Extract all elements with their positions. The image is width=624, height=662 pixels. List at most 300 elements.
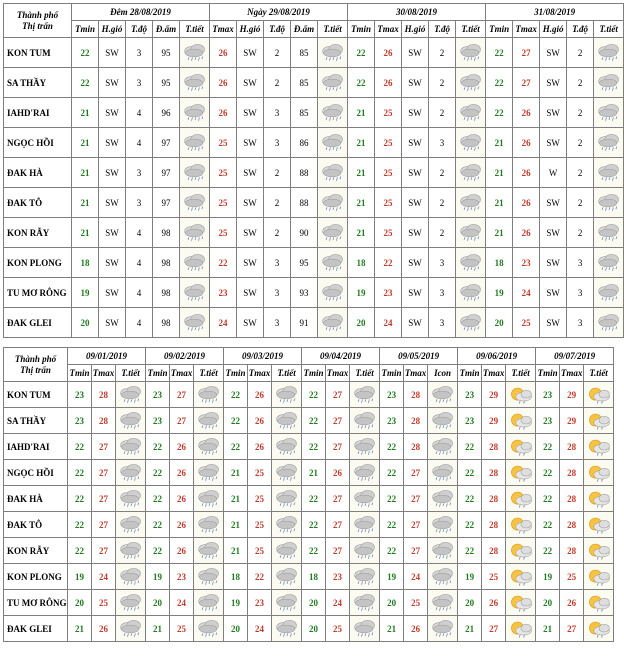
rain-cloud-icon [430,411,456,431]
tmin-value: 22 [146,434,170,460]
tmax-value: 26 [513,158,540,188]
sun-cloud-icon [586,515,612,535]
weather-icon [350,590,380,616]
tmin-value: 22 [536,486,560,512]
tmin-value: 22 [536,512,560,538]
value-cell: 2 [264,68,291,98]
sun-cloud-icon [586,541,612,561]
tmin-value: 19 [68,564,92,590]
tmax-value: 28 [482,538,506,564]
sun-cloud-icon [586,489,612,509]
value-cell: SW [99,308,126,338]
forecast-table-short-range [3,3,624,338]
value-cell: 3 [264,308,291,338]
tmax-value: 26 [513,218,540,248]
rain-cloud-icon [430,593,456,613]
header-columns [4,21,624,38]
weather-icon [318,218,348,248]
rain-cloud-icon [320,313,346,333]
weather-icon [456,68,486,98]
value-cell: SW [99,38,126,68]
column-header: Tmax [248,365,272,382]
table-row [4,188,624,218]
sun-cloud-icon [508,619,534,639]
rain-cloud-icon [596,283,622,303]
table-row [4,248,624,278]
value-cell: 4 [126,278,153,308]
tmax-value: 25 [513,308,540,338]
rain-cloud-icon [352,385,378,405]
column-header: Tmin [348,21,375,38]
rain-cloud-icon [118,489,144,509]
rain-cloud-icon [196,541,222,561]
tmax-value: 24 [326,590,350,616]
weather-icon [272,538,302,564]
rain-cloud-icon [274,515,300,535]
value-cell: SW [237,188,264,218]
rain-cloud-icon [596,163,622,183]
weather-icon [116,538,146,564]
rain-cloud-icon [118,385,144,405]
tmax-value: 28 [560,460,584,486]
tmin-value: 22 [458,434,482,460]
weather-icon [428,512,458,538]
rain-cloud-icon [196,515,222,535]
rain-cloud-icon [596,43,622,63]
tmin-value: 23 [146,408,170,434]
tmin-value: 22 [536,538,560,564]
tmin-value: 21 [348,98,375,128]
column-header: H.gió [540,21,567,38]
rain-cloud-icon [352,463,378,483]
value-cell: 85 [291,68,318,98]
weather-icon [272,564,302,590]
tmin-value: 21 [348,128,375,158]
tmax-value: 27 [326,434,350,460]
header-dates [4,348,614,365]
tmax-value: 26 [375,68,402,98]
tmax-value: 27 [404,512,428,538]
tmin-value: 20 [302,616,326,642]
tmin-value: 18 [72,248,99,278]
rain-cloud-icon [320,133,346,153]
weather-icon [180,128,210,158]
tmax-value: 26 [375,38,402,68]
tmin-value: 18 [486,248,513,278]
tmin-value: 19 [72,278,99,308]
weather-icon [180,248,210,278]
tmax-value: 27 [92,538,116,564]
weather-icon [318,158,348,188]
value-cell: SW [402,158,429,188]
weather-icon [428,382,458,408]
tmin-value: 20 [458,590,482,616]
rain-cloud-icon [196,619,222,639]
tmin-value: 21 [72,218,99,248]
tmin-value: 18 [348,248,375,278]
table-row [4,98,624,128]
table-row [4,308,624,338]
column-header: T.độ [567,21,594,38]
tmax-value: 23 [513,248,540,278]
weather-icon [272,616,302,642]
tmax-value: 24 [375,308,402,338]
value-cell: 3 [126,38,153,68]
column-header: T.tiết [584,365,614,382]
rain-cloud-icon [196,437,222,457]
weather-icon [350,434,380,460]
tmax-value: 27 [482,616,506,642]
tmin-value: 23 [536,408,560,434]
rain-cloud-icon [352,593,378,613]
weather-icon [506,486,536,512]
value-cell: 2 [567,218,594,248]
column-header: Tmin [68,365,92,382]
rain-cloud-icon [458,253,484,273]
weather-icon [318,98,348,128]
value-cell: 3 [429,248,456,278]
place-name: NGỌC HỒI [4,460,68,486]
weather-icon [350,408,380,434]
rain-cloud-icon [274,463,300,483]
tmax-value: 26 [513,98,540,128]
tmax-value: 28 [560,538,584,564]
weather-icon [594,68,624,98]
tmin-value: 22 [302,382,326,408]
date-header: Ngày 29/08/2019 [210,4,348,21]
tmax-value: 22 [248,564,272,590]
rain-cloud-icon [274,411,300,431]
rain-cloud-icon [596,103,622,123]
tmax-value: 28 [560,512,584,538]
tmax-value: 28 [482,434,506,460]
rain-cloud-icon [352,437,378,457]
weather-icon [428,538,458,564]
tmax-value: 24 [210,308,237,338]
column-header: T.tiết [594,21,624,38]
tmax-value: 27 [326,486,350,512]
date-header: 09/03/2019 [224,348,302,365]
tmax-value: 27 [560,616,584,642]
tmin-value: 22 [68,538,92,564]
weather-icon [506,382,536,408]
rain-cloud-icon [274,567,300,587]
column-header: T.tiết [116,365,146,382]
tmin-value: 21 [486,188,513,218]
weather-icon [194,382,224,408]
column-header: Tmin [380,365,404,382]
weather-icon [594,98,624,128]
value-cell: SW [540,188,567,218]
tmin-value: 21 [486,128,513,158]
tmin-value: 21 [146,616,170,642]
weather-icon [506,408,536,434]
column-header: Đ.ẩm [291,21,318,38]
weather-icon [456,128,486,158]
column-header: T.độ [264,21,291,38]
rain-cloud-icon [182,43,208,63]
weather-icon [116,460,146,486]
date-header: 09/06/2019 [458,348,536,365]
tmax-value: 26 [170,460,194,486]
value-cell: 3 [126,158,153,188]
value-cell: SW [402,188,429,218]
place-name: TU MƠ RÔNG [4,278,72,308]
tmax-value: 26 [248,434,272,460]
weather-icon [506,434,536,460]
value-cell: SW [402,308,429,338]
value-cell: 3 [264,128,291,158]
weather-icon [456,308,486,338]
rain-cloud-icon [274,541,300,561]
tmax-value: 26 [210,68,237,98]
rain-cloud-icon [182,163,208,183]
column-header: T.độ [429,21,456,38]
sun-cloud-icon [508,593,534,613]
tmax-value: 29 [560,382,584,408]
place-name: ĐAK TÔ [4,512,68,538]
weather-icon [350,616,380,642]
tmin-value: 22 [146,512,170,538]
table-row [4,434,614,460]
tmax-value: 27 [170,408,194,434]
value-cell: 2 [429,38,456,68]
weather-icon [594,308,624,338]
sun-cloud-icon [508,437,534,457]
tmax-value: 25 [210,218,237,248]
value-cell: 97 [153,158,180,188]
tmax-value: 25 [210,128,237,158]
tmax-value: 27 [326,512,350,538]
weather-icon [584,486,614,512]
weather-icon [180,218,210,248]
place-name: KON RẪY [4,218,72,248]
rain-cloud-icon [352,411,378,431]
weather-icon [506,538,536,564]
column-header: Tmin [224,365,248,382]
header-columns [4,365,614,382]
weather-icon [594,158,624,188]
weather-icon [180,308,210,338]
tmin-value: 19 [224,590,248,616]
tmax-value: 25 [375,218,402,248]
place-name: KON TUM [4,38,72,68]
value-cell: 97 [153,128,180,158]
rain-cloud-icon [118,463,144,483]
table-row [4,38,624,68]
weather-icon [194,616,224,642]
weather-icon [318,128,348,158]
place-name: SA THẦY [4,408,68,434]
tmin-value: 23 [68,382,92,408]
tmin-value: 22 [458,486,482,512]
sun-cloud-icon [586,437,612,457]
tmax-value: 23 [210,278,237,308]
tmax-value: 26 [170,512,194,538]
value-cell: 3 [567,248,594,278]
rain-cloud-icon [274,385,300,405]
sun-cloud-icon [586,567,612,587]
tmin-value: 19 [348,278,375,308]
rain-cloud-icon [118,593,144,613]
column-header: Icon [428,365,458,382]
rain-cloud-icon [274,593,300,613]
tmin-value: 18 [224,564,248,590]
table-row [4,486,614,512]
tmax-value: 27 [404,486,428,512]
tmin-value: 20 [348,308,375,338]
tmax-value: 26 [210,98,237,128]
weather-icon [180,38,210,68]
column-header: H.gió [99,21,126,38]
column-header: T.tiết [456,21,486,38]
value-cell: 3 [264,248,291,278]
sun-cloud-icon [586,593,612,613]
column-header: Tmax [375,21,402,38]
rain-cloud-icon [118,515,144,535]
rain-cloud-icon [430,541,456,561]
place-name: IAHD'RAI [4,434,68,460]
corner-label-line: Thị trấn [22,20,53,31]
tmax-value: 23 [375,278,402,308]
rain-cloud-icon [182,103,208,123]
value-cell: 85 [291,38,318,68]
weather-icon [180,158,210,188]
tmax-value: 28 [92,382,116,408]
place-name: SA THẦY [4,68,72,98]
value-cell: 3 [264,98,291,128]
rain-cloud-icon [458,193,484,213]
weather-icon [428,486,458,512]
tmin-value: 22 [458,538,482,564]
tmin-value: 22 [68,486,92,512]
value-cell: SW [540,278,567,308]
table-row [4,218,624,248]
tmin-value: 21 [224,486,248,512]
rain-cloud-icon [118,411,144,431]
column-header: H.gió [402,21,429,38]
column-header: Tmax [560,365,584,382]
value-cell: SW [237,68,264,98]
rain-cloud-icon [352,515,378,535]
tmin-value: 23 [146,382,170,408]
column-header: Tmax [482,365,506,382]
value-cell: 2 [264,218,291,248]
tmax-value: 25 [560,564,584,590]
weather-icon [180,278,210,308]
sun-cloud-icon [586,411,612,431]
value-cell: 95 [153,68,180,98]
tmax-value: 24 [92,564,116,590]
column-header: Tmax [404,365,428,382]
tmax-value: 25 [210,158,237,188]
tmin-value: 21 [486,158,513,188]
weather-icon [116,512,146,538]
tmax-value: 28 [404,434,428,460]
weather-icon [584,512,614,538]
date-header: 30/08/2019 [348,4,486,21]
tmax-value: 24 [248,616,272,642]
weather-icon [194,408,224,434]
value-cell: SW [237,158,264,188]
place-name: NGỌC HỒI [4,128,72,158]
value-cell: SW [540,308,567,338]
value-cell: SW [237,128,264,158]
tmax-value: 25 [92,590,116,616]
tmax-value: 25 [248,460,272,486]
column-header: Tmin [536,365,560,382]
tmin-value: 22 [224,382,248,408]
value-cell: SW [99,68,126,98]
value-cell: 3 [429,128,456,158]
weather-icon [194,538,224,564]
weather-icon [594,248,624,278]
tmin-value: 21 [348,188,375,218]
table-row [4,128,624,158]
column-header: Tmax [513,21,540,38]
tmax-value: 28 [404,382,428,408]
weather-icon [116,486,146,512]
column-header: T.độ [126,21,153,38]
tmin-value: 23 [380,382,404,408]
weather-icon [428,616,458,642]
value-cell: 4 [126,128,153,158]
place-name: ĐAK HÀ [4,158,72,188]
weather-icon [506,616,536,642]
weather-icon [272,382,302,408]
corner-header [4,348,68,382]
rain-cloud-icon [596,73,622,93]
tmax-value: 27 [92,460,116,486]
value-cell: 4 [126,218,153,248]
value-cell: 86 [291,128,318,158]
table-row [4,512,614,538]
tmax-value: 24 [170,590,194,616]
tmax-value: 25 [482,564,506,590]
value-cell: 93 [291,278,318,308]
rain-cloud-icon [596,133,622,153]
rain-cloud-icon [182,313,208,333]
tmin-value: 22 [458,512,482,538]
value-cell: SW [99,158,126,188]
value-cell: 2 [429,218,456,248]
table-row [4,616,614,642]
tmin-value: 21 [72,98,99,128]
tmin-value: 22 [146,486,170,512]
value-cell: 2 [567,128,594,158]
tmin-value: 19 [486,278,513,308]
value-cell: SW [402,38,429,68]
weather-icon [272,408,302,434]
tmax-value: 25 [210,188,237,218]
tmax-value: 23 [248,590,272,616]
date-header: Đêm 28/08/2019 [72,4,210,21]
tmin-value: 22 [302,538,326,564]
tmin-value: 23 [458,382,482,408]
rain-cloud-icon [430,515,456,535]
tmin-value: 23 [458,408,482,434]
tmax-value: 29 [482,408,506,434]
tmax-value: 27 [170,382,194,408]
tmin-value: 23 [536,382,560,408]
weather-icon [594,188,624,218]
tmin-value: 22 [68,512,92,538]
tmin-value: 22 [458,460,482,486]
value-cell: SW [540,68,567,98]
weather-icon [318,308,348,338]
weather-icon [194,590,224,616]
rain-cloud-icon [182,133,208,153]
